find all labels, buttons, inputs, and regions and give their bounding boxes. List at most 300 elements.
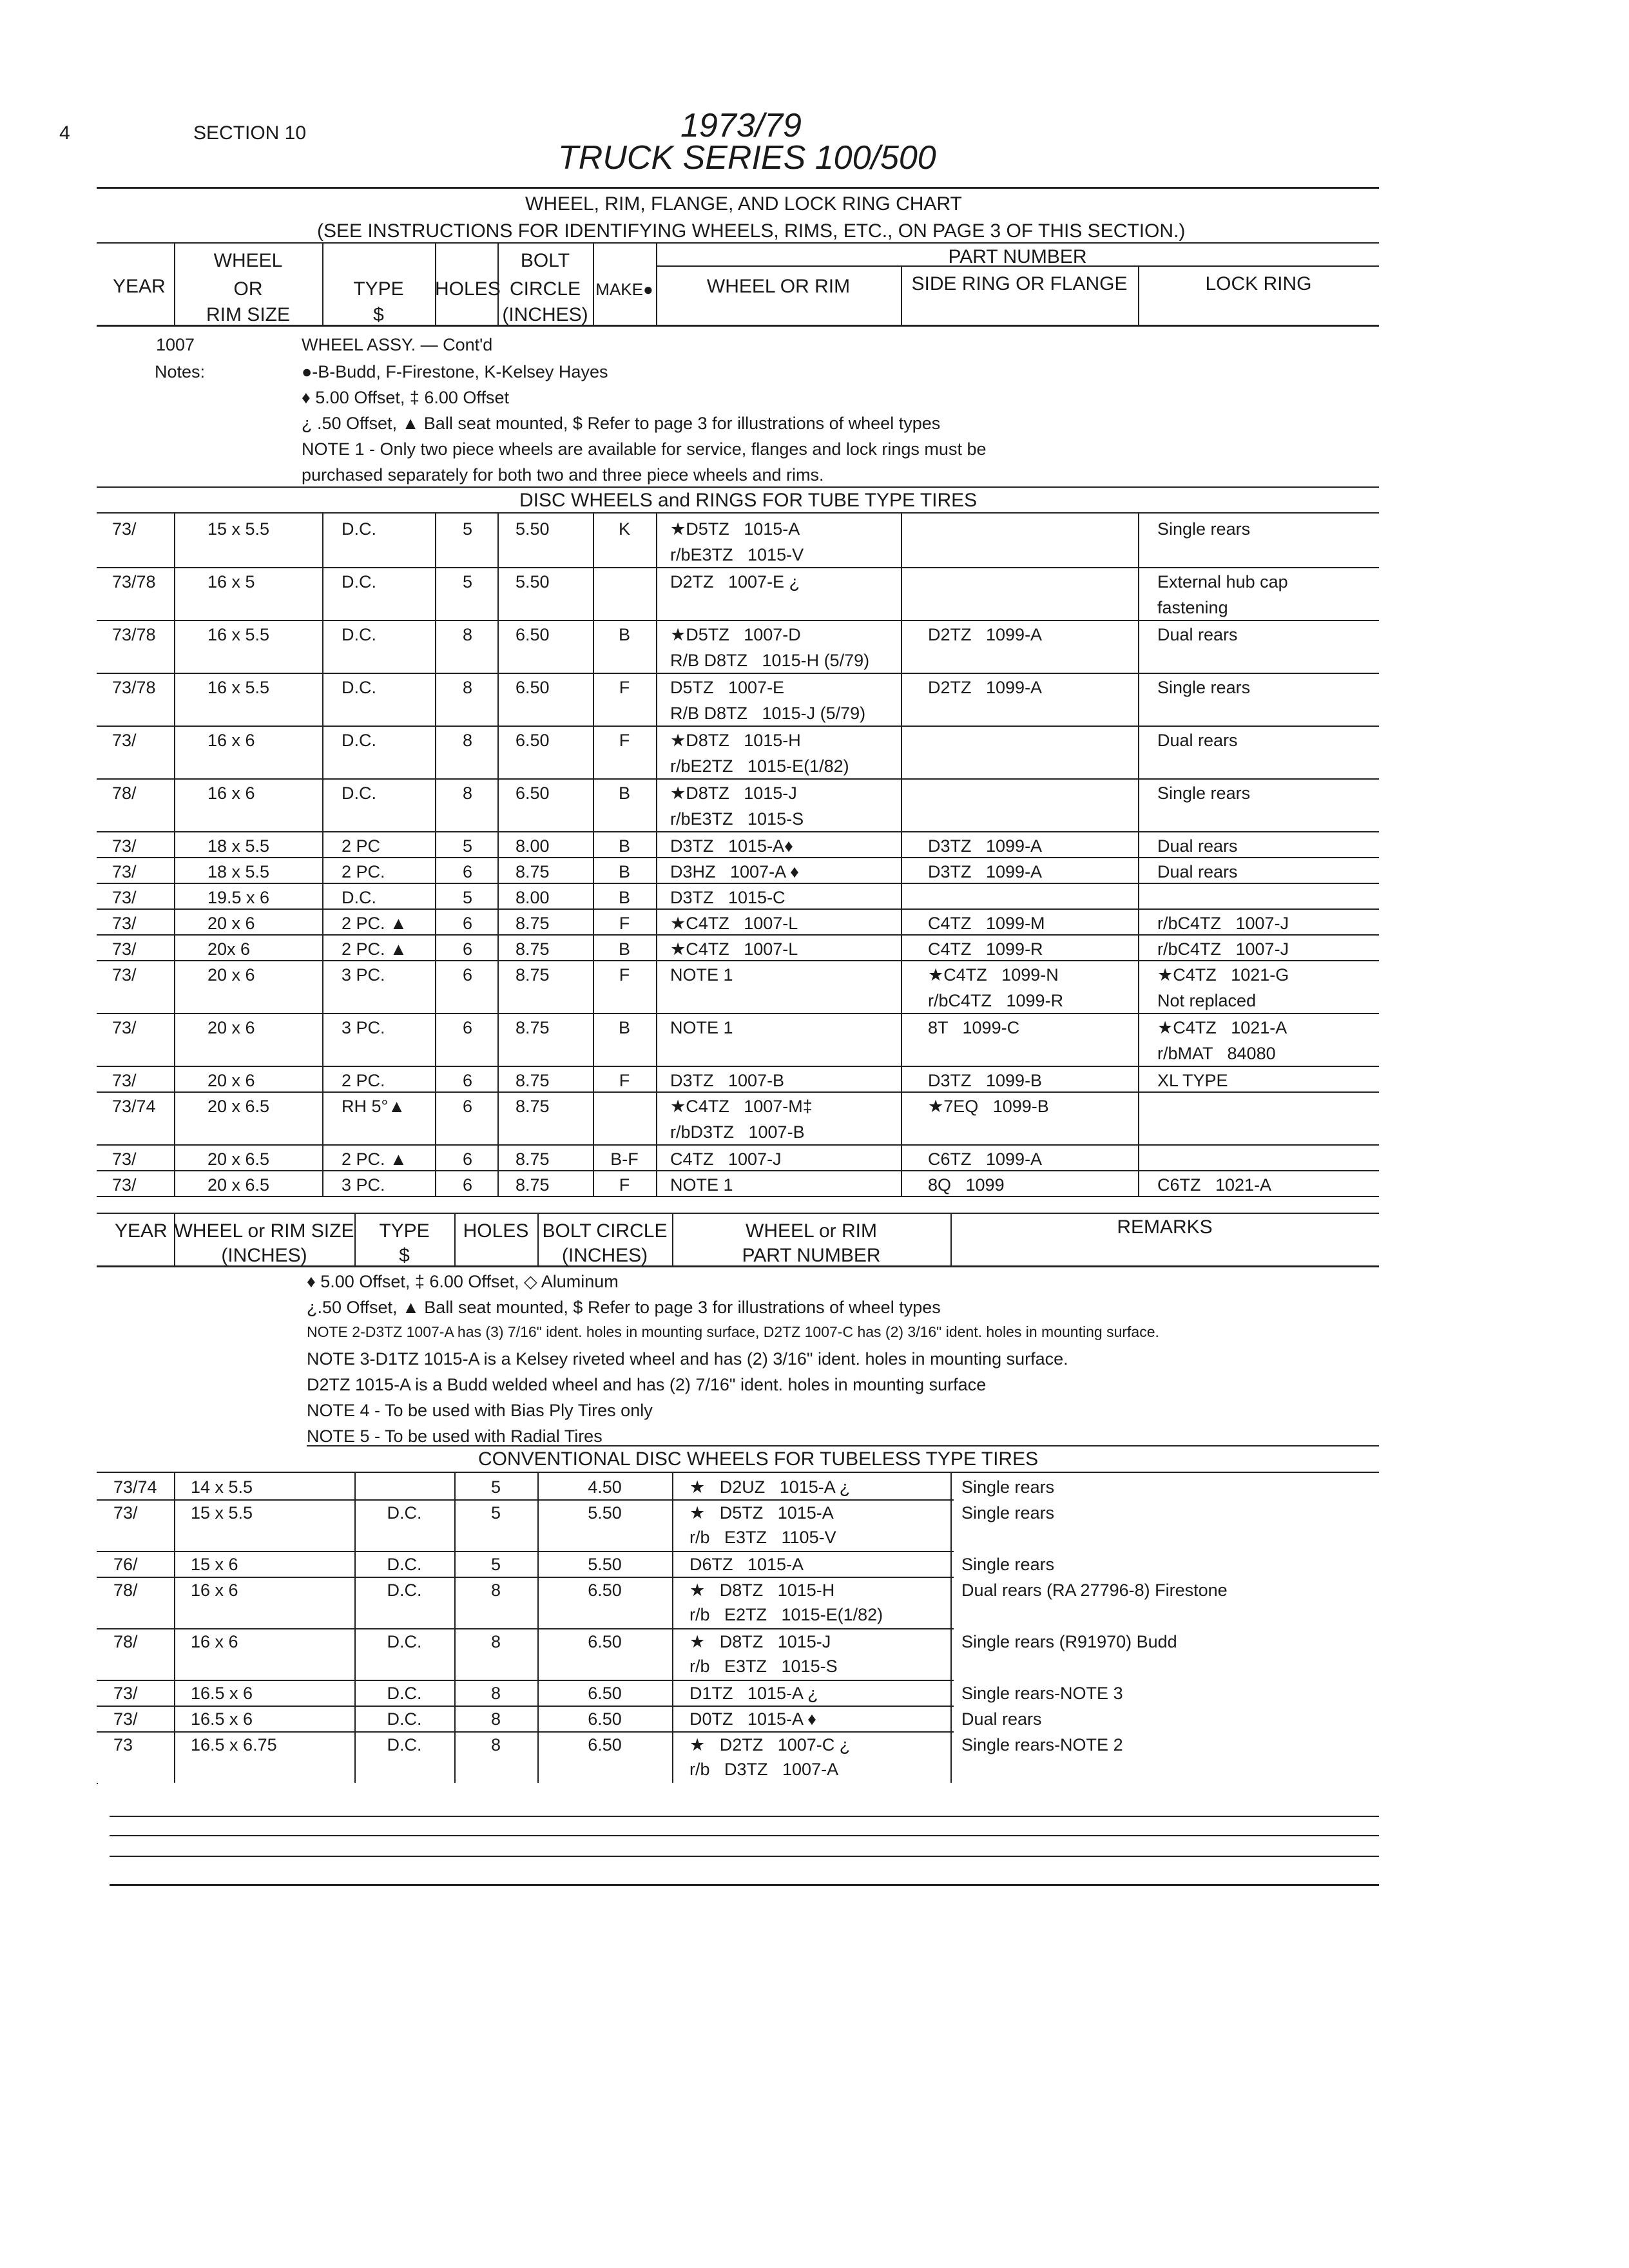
row-wheel-part: R/B D8TZ 1015-H (5/79) — [670, 651, 870, 670]
row-size: 14 x 5.5 — [191, 1477, 253, 1497]
row-side-ring-part: 8T 1099-C — [928, 1018, 1020, 1037]
row-wheel-part: D6TZ 1015-A — [689, 1555, 804, 1574]
row-type: D.C. — [342, 783, 376, 803]
row-holes: 8 — [490, 1709, 501, 1729]
row-wheel-part: r/b E2TZ 1015-E(1/82) — [689, 1605, 883, 1624]
part-number-header: PART NUMBER — [948, 246, 1087, 267]
row-year: 73/ — [112, 1149, 137, 1169]
row-year: 73/ — [113, 1684, 138, 1703]
row-divider — [97, 673, 1379, 674]
row-wheel-part: D5TZ 1007-E — [670, 678, 785, 697]
row-divider — [97, 831, 1379, 832]
row-side-ring-part: C4TZ 1099-M — [928, 914, 1045, 933]
row-type: D.C. — [387, 1632, 422, 1651]
col-bolt-header-3: (INCHES) — [502, 304, 588, 325]
row-side-ring-part: D3TZ 1099-A — [928, 862, 1043, 881]
row-side-ring-part: D3TZ 1099-B — [928, 1071, 1043, 1090]
note-1-line-1: NOTE 1 - Only two piece wheels are available for service, flanges and lock rings must be — [302, 439, 987, 459]
row-size: 16 x 5.5 — [207, 625, 270, 644]
col-lock-ring-header: LOCK RING — [1205, 273, 1312, 294]
row-size: 18 x 5.5 — [207, 862, 270, 881]
page-number: 4 — [59, 122, 70, 144]
row-divider — [97, 1628, 954, 1629]
row-type: D.C. — [342, 888, 376, 907]
row-divider — [97, 1680, 954, 1681]
row-divider — [97, 1706, 954, 1707]
row-lock-ring-part: r/bC4TZ 1007-J — [1157, 914, 1289, 933]
row-lock-ring-part: Dual rears — [1157, 731, 1238, 750]
row-side-ring-part: D2TZ 1099-A — [928, 678, 1043, 697]
row-wheel-part: r/b E3TZ 1015-S — [689, 1657, 838, 1676]
row-holes: 6 — [463, 914, 473, 933]
row-year: 73/ — [112, 939, 137, 959]
column-divider — [174, 1472, 175, 1783]
section1-title: DISC WHEELS and RINGS FOR TUBE TYPE TIRES — [519, 490, 978, 511]
row-year: 73/78 — [112, 625, 156, 644]
row-year: 73/ — [112, 965, 137, 985]
row-size: 20 x 6 — [207, 1018, 255, 1037]
row-wheel-part: NOTE 1 — [670, 965, 733, 985]
row-holes: 8 — [463, 731, 473, 750]
row-year: 73/ — [112, 888, 137, 907]
row-lock-ring-part: Single rears — [1157, 678, 1251, 697]
row-bolt-circle: 5.50 — [588, 1503, 622, 1523]
note-symbols: ¿ .50 Offset, ▲ Ball seat mounted, $ Refer to page 3 for illustrations of wheel types — [302, 414, 941, 433]
row-remarks: Single rears-NOTE 2 — [961, 1735, 1123, 1754]
row-size: 16 x 6 — [207, 783, 255, 803]
row-holes: 5 — [490, 1477, 501, 1497]
row-bolt-circle: 4.50 — [588, 1477, 622, 1497]
row-divider — [97, 620, 1379, 621]
row-side-ring-part: C6TZ 1099-A — [928, 1149, 1043, 1169]
row-holes: 8 — [463, 678, 473, 697]
row-type: D.C. — [342, 519, 376, 539]
row-size: 16 x 6 — [191, 1632, 238, 1651]
row-year: 73/ — [112, 1175, 137, 1195]
row-wheel-part: ★D8TZ 1015-J — [670, 783, 797, 803]
row-type: D.C. — [387, 1555, 422, 1574]
col2-remarks-header: REMARKS — [1117, 1216, 1213, 1238]
column-divider — [593, 512, 594, 1196]
row-wheel-part: D1TZ 1015-A ¿ — [689, 1684, 818, 1703]
row-type: 3 PC. — [342, 965, 385, 985]
section2-title: CONVENTIONAL DISC WHEELS FOR TUBELESS TYPE TIRES — [478, 1448, 1039, 1470]
row-bolt-circle: 8.75 — [516, 1071, 550, 1090]
row-make: B — [618, 1018, 630, 1037]
row-divider — [97, 857, 1379, 858]
row-divider — [97, 934, 1379, 936]
row-type: 2 PC. — [342, 862, 385, 881]
row-year: 78/ — [113, 1581, 138, 1600]
row-type: D.C. — [387, 1581, 422, 1600]
row-wheel-part: r/bD3TZ 1007-B — [670, 1122, 805, 1142]
row-make: B-F — [610, 1149, 639, 1169]
row-divider — [97, 726, 1379, 727]
row-lock-ring-part: Single rears — [1157, 783, 1251, 803]
col-holes-header: HOLES — [435, 278, 501, 300]
column-divider — [322, 512, 323, 1196]
col2-type-header: TYPE — [379, 1220, 430, 1242]
row-size: 19.5 x 6 — [207, 888, 270, 907]
row-bolt-circle: 5.50 — [516, 572, 550, 591]
row-year: 73/74 — [113, 1477, 157, 1497]
row-type: 3 PC. — [342, 1175, 385, 1195]
row-side-ring-part: r/bC4TZ 1099-R — [928, 991, 1064, 1010]
row-bolt-circle: 5.50 — [516, 519, 550, 539]
row-make: F — [619, 965, 630, 985]
row-lock-ring-part: ★C4TZ 1021-A — [1157, 1018, 1287, 1037]
row-type: D.C. — [342, 731, 376, 750]
row-type: 2 PC. — [342, 1071, 385, 1090]
row-bolt-circle: 8.75 — [516, 914, 550, 933]
row-remarks: Single rears — [961, 1503, 1055, 1523]
row-make: F — [619, 914, 630, 933]
row-holes: 6 — [463, 862, 473, 881]
row-lock-ring-part: ★C4TZ 1021-G — [1157, 965, 1289, 985]
row-year: 73/ — [112, 519, 137, 539]
row-size: 20 x 6 — [207, 914, 255, 933]
row-side-ring-part: C4TZ 1099-R — [928, 939, 1043, 959]
column-divider — [174, 512, 175, 1196]
row-make: B — [618, 783, 630, 803]
row-size: 16 x 6 — [207, 731, 255, 750]
row-wheel-part: r/bE2TZ 1015-E(1/82) — [670, 756, 849, 776]
row-holes: 5 — [463, 519, 473, 539]
series-title: TRUCK SERIES 100/500 — [558, 139, 936, 177]
row-type: 2 PC — [342, 836, 381, 856]
row-side-ring-part: D3TZ 1099-A — [928, 836, 1043, 856]
notes-label: Notes: — [155, 362, 206, 381]
row-holes: 6 — [463, 1071, 473, 1090]
row-wheel-part: ★ D5TZ 1015-A — [689, 1503, 834, 1523]
row-make: B — [618, 625, 630, 644]
col2-size-header-2: (INCHES) — [221, 1245, 307, 1266]
row-wheel-part: ★C4TZ 1007-L — [670, 914, 798, 933]
row-bolt-circle: 6.50 — [588, 1735, 622, 1754]
note-offsets: ♦ 5.00 Offset, ‡ 6.00 Offset — [302, 388, 509, 407]
col2-size-header-1: WHEEL or RIM SIZE — [174, 1220, 354, 1242]
row-size: 15 x 5.5 — [191, 1503, 253, 1523]
row-year: 73/ — [112, 731, 137, 750]
row-wheel-part: ★ D8TZ 1015-H — [689, 1581, 835, 1600]
col-bolt-header-1: BOLT — [520, 250, 570, 271]
row-wheel-part: C4TZ 1007-J — [670, 1149, 782, 1169]
row-holes: 6 — [463, 939, 473, 959]
row-size: 20x 6 — [207, 939, 251, 959]
row-holes: 5 — [490, 1503, 501, 1523]
row-size: 20 x 6.5 — [207, 1097, 270, 1116]
row-bolt-circle: 8.75 — [516, 965, 550, 985]
row-divider — [97, 960, 1379, 961]
row-type: D.C. — [342, 678, 376, 697]
column-divider — [950, 1472, 952, 1783]
row-bolt-circle: 8.00 — [516, 836, 550, 856]
row-divider — [97, 1170, 1379, 1171]
row-lock-ring-part: Dual rears — [1157, 836, 1238, 856]
row-year: 73/ — [112, 1018, 137, 1037]
row-holes: 6 — [463, 965, 473, 985]
column-divider — [1138, 512, 1139, 1196]
row-wheel-part: D3HZ 1007-A ♦ — [670, 862, 799, 881]
row-year: 73/74 — [112, 1097, 156, 1116]
row-size: 16.5 x 6 — [191, 1709, 253, 1729]
col-side-ring-header: SIDE RING OR FLANGE — [911, 273, 1128, 294]
row-size: 16 x 6 — [191, 1581, 238, 1600]
row-side-ring-part: 8Q 1099 — [928, 1175, 1005, 1195]
row-remarks: Dual rears — [961, 1709, 1042, 1729]
row-make: B — [618, 836, 630, 856]
row-holes: 8 — [490, 1581, 501, 1600]
row-bolt-circle: 8.00 — [516, 888, 550, 907]
row-type: 3 PC. — [342, 1018, 385, 1037]
row-year: 73/ — [112, 1071, 137, 1090]
section-label: SECTION 10 — [193, 122, 307, 144]
row-type: RH 5°▲ — [342, 1097, 406, 1116]
row-size: 20 x 6 — [207, 1071, 255, 1090]
row-remarks: Single rears (R91970) Budd — [961, 1632, 1177, 1651]
chart-subtitle: (SEE INSTRUCTIONS FOR IDENTIFYING WHEELS, RIMS, ETC., ON PAGE 3 OF THIS SECTION.) — [317, 220, 1186, 242]
row-wheel-part: ★ D8TZ 1015-J — [689, 1632, 831, 1651]
notes2-budd-note: D2TZ 1015-A is a Budd welded wheel and has (2) 7/16" ident. holes in mounting surface — [307, 1375, 987, 1394]
note-1-line-2: purchased separately for both two and three piece wheels and rims. — [302, 465, 824, 485]
row-year: 73/ — [112, 862, 137, 881]
row-year: 73/ — [112, 914, 137, 933]
row-divider — [97, 778, 1379, 780]
row-divider — [97, 567, 1379, 568]
col-wheel-header-1: WHEEL — [213, 250, 283, 271]
row-holes: 5 — [463, 572, 473, 591]
column-divider — [901, 512, 902, 1196]
row-divider — [97, 1196, 1379, 1197]
row-year: 73 — [113, 1735, 133, 1754]
row-size: 20 x 6.5 — [207, 1175, 270, 1195]
col-type-header: TYPE — [353, 278, 404, 300]
col2-part-header-1: WHEEL or RIM — [746, 1220, 877, 1242]
row-wheel-part: D3TZ 1007-B — [670, 1071, 785, 1090]
col-wheel-header-3: RIM SIZE — [206, 304, 290, 325]
row-wheel-part: R/B D8TZ 1015-J (5/79) — [670, 704, 866, 723]
row-make: B — [618, 862, 630, 881]
note-makes: ●-B-Budd, F-Firestone, K-Kelsey Hayes — [302, 362, 608, 381]
row-year: 73/78 — [112, 572, 156, 591]
row-side-ring-part: D2TZ 1099-A — [928, 625, 1043, 644]
row-holes: 8 — [463, 625, 473, 644]
row-holes: 5 — [463, 888, 473, 907]
row-size: 18 x 5.5 — [207, 836, 270, 856]
year-range-title: 1973/79 — [680, 107, 802, 144]
row-type: 2 PC. ▲ — [342, 1149, 407, 1169]
row-wheel-part: D2TZ 1007-E ¿ — [670, 572, 800, 591]
row-lock-ring-part: fastening — [1157, 598, 1228, 617]
row-holes: 5 — [490, 1555, 501, 1574]
col-wheel-header-2: OR — [233, 278, 263, 300]
notes2-symbols: ¿.50 Offset, ▲ Ball seat mounted, $ Refer to page 3 for illustrations of wheel types — [307, 1298, 941, 1317]
row-wheel-part: ★D8TZ 1015-H — [670, 731, 801, 750]
row-divider — [97, 1499, 954, 1501]
row-size: 15 x 5.5 — [207, 519, 270, 539]
col-bolt-header-2: CIRCLE — [509, 278, 581, 300]
row-size: 20 x 6.5 — [207, 1149, 270, 1169]
row-wheel-part: r/b E3TZ 1105-V — [689, 1528, 836, 1547]
row-holes: 6 — [463, 1175, 473, 1195]
col2-part-header-2: PART NUMBER — [742, 1245, 881, 1266]
row-remarks: Single rears — [961, 1555, 1055, 1574]
notes2-note-3: NOTE 3-D1TZ 1015-A is a Kelsey riveted wheel and has (2) 3/16" ident. holes in mounting surface. — [307, 1349, 1068, 1369]
row-type: 2 PC. ▲ — [342, 914, 407, 933]
row-lock-ring-part: Dual rears — [1157, 862, 1238, 881]
row-type: D.C. — [387, 1503, 422, 1523]
row-divider — [97, 1091, 1379, 1093]
row-bolt-circle: 6.50 — [588, 1709, 622, 1729]
row-divider — [97, 1577, 954, 1578]
row-wheel-part: NOTE 1 — [670, 1018, 733, 1037]
row-divider — [97, 1066, 1379, 1067]
row-year: 78/ — [113, 1632, 138, 1651]
row-make: B — [618, 888, 630, 907]
row-lock-ring-part: External hub cap — [1157, 572, 1288, 591]
row-make: B — [618, 939, 630, 959]
row-wheel-part: ★ D2UZ 1015-A ¿ — [689, 1477, 851, 1497]
col-type-symbol: $ — [373, 304, 384, 325]
column-divider — [537, 1472, 539, 1783]
row-wheel-part: ★C4TZ 1007-M‡ — [670, 1097, 813, 1116]
row-wheel-part: ★ D2TZ 1007-C ¿ — [689, 1735, 851, 1754]
row-wheel-part: r/b D3TZ 1007-A — [689, 1760, 839, 1779]
row-divider — [97, 1013, 1379, 1014]
row-make: F — [619, 678, 630, 697]
column-divider — [354, 1472, 356, 1783]
col2-holes-header: HOLES — [463, 1220, 529, 1242]
row-bolt-circle: 6.50 — [588, 1632, 622, 1651]
row-side-ring-part: ★7EQ 1099-B — [928, 1097, 1049, 1116]
notes2-note-4: NOTE 4 - To be used with Bias Ply Tires only — [307, 1401, 653, 1420]
col2-bolt-header-2: (INCHES) — [561, 1245, 648, 1266]
row-divider — [97, 1551, 954, 1552]
row-wheel-part: NOTE 1 — [670, 1175, 733, 1195]
col-wheel-or-rim-header: WHEEL OR RIM — [706, 276, 851, 297]
row-holes: 6 — [463, 1097, 473, 1116]
row-type: D.C. — [342, 572, 376, 591]
row-holes: 8 — [490, 1632, 501, 1651]
row-size: 16.5 x 6 — [191, 1684, 253, 1703]
row-lock-ring-part: XL TYPE — [1157, 1071, 1228, 1090]
row-remarks: Single rears — [961, 1477, 1055, 1497]
row-size: 16 x 5.5 — [207, 678, 270, 697]
row-bolt-circle: 6.50 — [516, 783, 550, 803]
col2-bolt-header-1: BOLT CIRCLE — [542, 1220, 668, 1242]
row-size: 16.5 x 6.75 — [191, 1735, 277, 1754]
row-size: 16 x 5 — [207, 572, 255, 591]
row-bolt-circle: 8.75 — [516, 1175, 550, 1195]
row-holes: 6 — [463, 1018, 473, 1037]
notes-assy: WHEEL ASSY. — Cont'd — [302, 335, 493, 354]
row-wheel-part: r/bE3TZ 1015-S — [670, 809, 804, 829]
row-remarks: Single rears-NOTE 3 — [961, 1684, 1123, 1703]
row-make: F — [619, 1175, 630, 1195]
column-divider — [672, 1472, 673, 1783]
row-type: D.C. — [342, 625, 376, 644]
row-side-ring-part: ★C4TZ 1099-N — [928, 965, 1059, 985]
column-divider — [497, 512, 499, 1196]
row-make: K — [618, 519, 630, 539]
col2-type-symbol: $ — [399, 1245, 410, 1266]
row-wheel-part: ★D5TZ 1015-A — [670, 519, 800, 539]
row-type: D.C. — [387, 1709, 422, 1729]
row-holes: 8 — [490, 1684, 501, 1703]
row-year: 78/ — [112, 783, 137, 803]
row-year: 73/ — [113, 1709, 138, 1729]
row-divider — [97, 1783, 98, 1784]
column-divider — [435, 512, 436, 1196]
row-type: D.C. — [387, 1735, 422, 1754]
row-holes: 8 — [463, 783, 473, 803]
column-divider — [454, 1472, 456, 1783]
row-wheel-part: D3TZ 1015-C — [670, 888, 786, 907]
row-size: 20 x 6 — [207, 965, 255, 985]
row-size: 15 x 6 — [191, 1555, 238, 1574]
row-wheel-part: D3TZ 1015-A♦ — [670, 836, 793, 856]
row-holes: 6 — [463, 1149, 473, 1169]
row-bolt-circle: 8.75 — [516, 1149, 550, 1169]
row-bolt-circle: 8.75 — [516, 862, 550, 881]
row-lock-ring-part: Dual rears — [1157, 625, 1238, 644]
row-lock-ring-part: C6TZ 1021-A — [1157, 1175, 1272, 1195]
row-wheel-part: D0TZ 1015-A ♦ — [689, 1709, 816, 1729]
notes2-note-2: NOTE 2-D3TZ 1007-A has (3) 7/16" ident. holes in mounting surface, D2TZ 1007-C has (2) 3/16" ident. holes in mounting surface. — [307, 1323, 1159, 1340]
chart-title: WHEEL, RIM, FLANGE, AND LOCK RING CHART — [525, 193, 962, 215]
row-bolt-circle: 6.50 — [516, 731, 550, 750]
row-make: F — [619, 1071, 630, 1090]
notes2-note-5: NOTE 5 - To be used with Radial Tires — [307, 1427, 602, 1446]
row-bolt-circle: 6.50 — [588, 1684, 622, 1703]
row-bolt-circle: 5.50 — [588, 1555, 622, 1574]
row-lock-ring-part: r/bMAT 84080 — [1157, 1044, 1276, 1063]
col-year-header: YEAR — [113, 276, 166, 297]
row-divider — [97, 1731, 954, 1733]
row-holes: 5 — [463, 836, 473, 856]
row-year: 73/78 — [112, 678, 156, 697]
row-bolt-circle: 8.75 — [516, 1018, 550, 1037]
row-bolt-circle: 6.50 — [516, 625, 550, 644]
row-make: F — [619, 731, 630, 750]
row-holes: 8 — [490, 1735, 501, 1754]
row-divider — [97, 883, 1379, 884]
row-bolt-circle: 8.75 — [516, 1097, 550, 1116]
row-wheel-part: ★C4TZ 1007-L — [670, 939, 798, 959]
row-divider — [97, 908, 1379, 910]
row-divider — [97, 1144, 1379, 1146]
notes2-offsets: ♦ 5.00 Offset, ‡ 6.00 Offset, ◇ Aluminum — [307, 1272, 619, 1291]
row-wheel-part: r/bE3TZ 1015-V — [670, 545, 804, 564]
row-type: D.C. — [387, 1684, 422, 1703]
row-wheel-part: ★D5TZ 1007-D — [670, 625, 801, 644]
row-year: 73/ — [112, 836, 137, 856]
row-remarks: Dual rears (RA 27796-8) Firestone — [961, 1581, 1228, 1600]
row-lock-ring-part: r/bC4TZ 1007-J — [1157, 939, 1289, 959]
row-bolt-circle: 8.75 — [516, 939, 550, 959]
row-lock-ring-part: Not replaced — [1157, 991, 1257, 1010]
row-bolt-circle: 6.50 — [588, 1581, 622, 1600]
row-year: 73/ — [113, 1503, 138, 1523]
row-bolt-circle: 6.50 — [516, 678, 550, 697]
column-divider — [656, 512, 657, 1196]
row-lock-ring-part: Single rears — [1157, 519, 1251, 539]
col2-year-header: YEAR — [115, 1220, 168, 1242]
notes-code: 1007 — [156, 335, 195, 354]
row-year: 76/ — [113, 1555, 138, 1574]
col-make-header: MAKE● — [595, 280, 653, 299]
row-type: 2 PC. ▲ — [342, 939, 407, 959]
